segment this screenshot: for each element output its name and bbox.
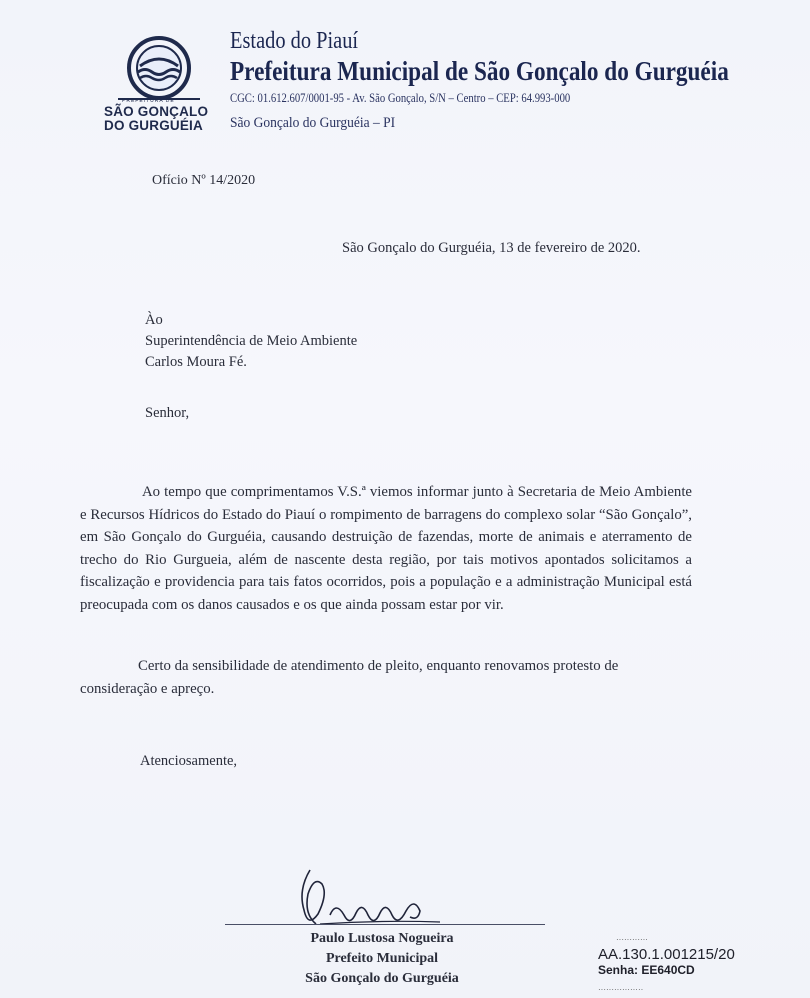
body-paragraph-2 (80, 655, 692, 701)
header-cgc-address: CGC: 01.612.607/0001-95 - Av. São Gonçalo, S/N – Centro – CEP: 64.993-000 (230, 90, 571, 105)
salutation: Senhor, (145, 405, 190, 421)
signatory-place: São Gonçalo do Gurguéia (305, 971, 459, 986)
logo-prefeitura-text: PREFEITURA DE (122, 98, 175, 104)
recipient-line-3: Carlos Moura Fé. (145, 354, 247, 370)
header-prefeitura: Prefeitura Municipal de São Gonçalo do Gurguéia (230, 56, 729, 86)
oficio-number: Ofício Nº 14/2020 (152, 173, 256, 188)
header-city: São Gonçalo do Gurguéia – PI (230, 115, 396, 131)
protocol-stamp-header-blurred: ············ (616, 935, 648, 944)
signatory-role: Prefeito Municipal (325, 951, 439, 966)
protocol-password: Senha: EE640CD (598, 963, 695, 977)
paragraph-1-text: Ao tempo que comprimentamos V.S.ª viemos informar junto à Secretaria de Meio Ambiente e Recursos Hídricos do Estado do Piauí o rompimento de barragens do complexo solar “São Gonçalo”, em São Gonçalo do Gurguéia, causando destruição de fazendas, morte de animais e aterramento de trecho do Rio Gurgueia, além de nascente desta região, por tais motivos apontados solicitamos a fiscalização e providencia para tais fatos ocorridos, pois a população e a administração Municipal está preocupada com os danos causados e os que ainda possam estar por vir. (80, 484, 692, 613)
protocol-stamp (598, 935, 735, 994)
protocol-code: AA.130.1.001215/20 (598, 946, 735, 963)
logo-name-line1: SÃO GONÇALO (104, 104, 209, 119)
handwritten-signature-icon (280, 860, 460, 940)
logo-name-line2: DO GURGUÉIA (104, 118, 203, 133)
recipient-line-1: Ào (145, 312, 163, 328)
signature-block (222, 929, 542, 989)
recipient-line-2: Superintendência de Meio Ambiente (145, 333, 358, 349)
protocol-stamp-footer-blurred: ················· (598, 985, 644, 994)
paragraph-2-text: Certo da sensibilidade de atendimento de pleito, enquanto renovamos protesto de consideração e apreço. (80, 658, 619, 697)
closing: Atenciosamente, (140, 753, 238, 769)
letter-date: São Gonçalo do Gurguéia, 13 de fevereiro de 2020. (342, 240, 641, 256)
signatory-name: Paulo Lustosa Nogueira (310, 931, 454, 946)
signature-line (225, 924, 545, 925)
body-paragraph-1 (80, 481, 692, 616)
header-state: Estado do Piauí (230, 28, 359, 54)
